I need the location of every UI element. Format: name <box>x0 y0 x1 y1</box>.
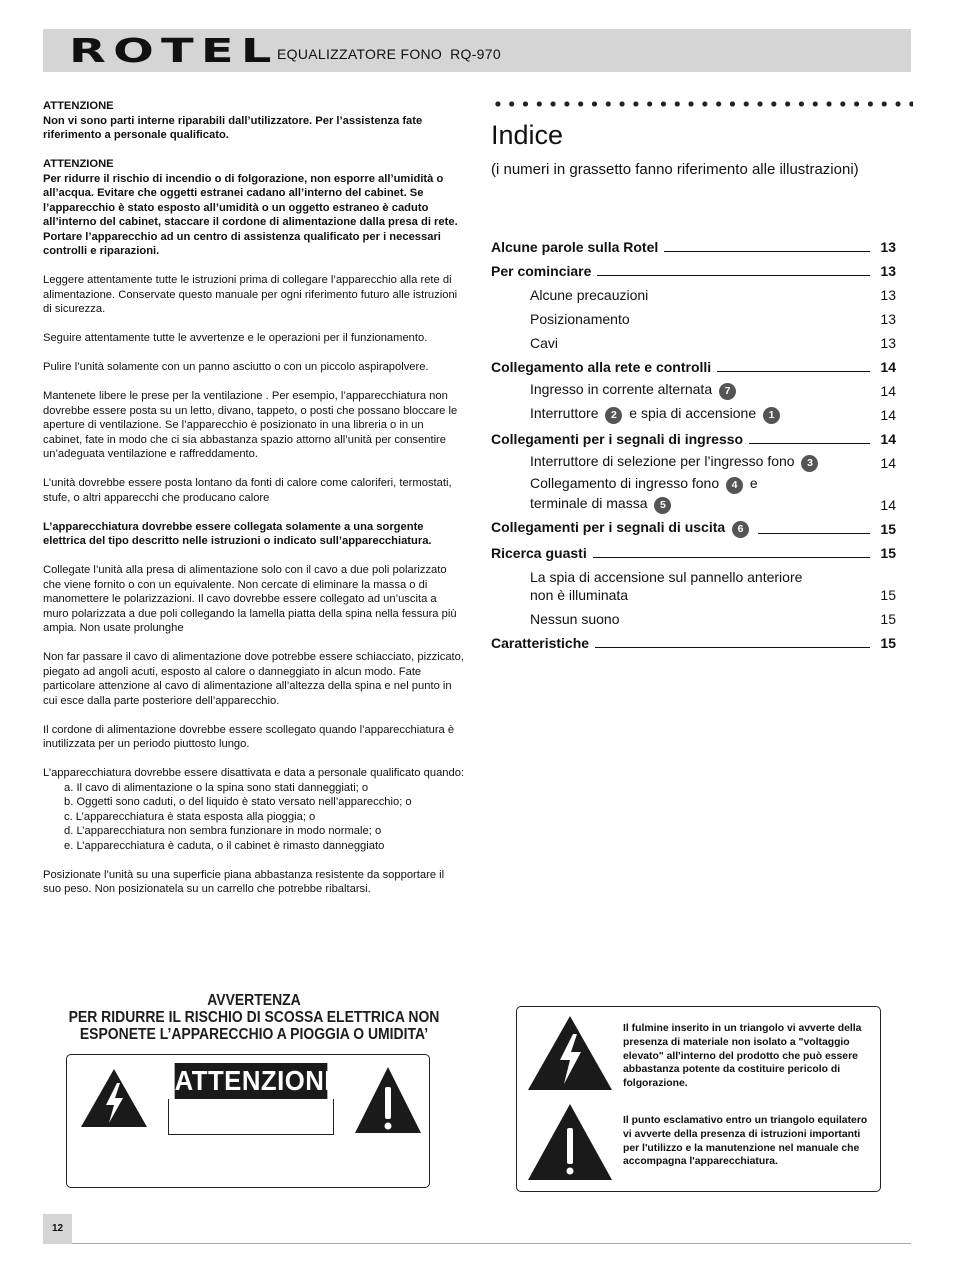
list-item: e. L’apparecchiatura è caduta, o il cabinet è rimasto danneggiato <box>64 839 385 852</box>
toc-page: 15 <box>880 521 896 537</box>
toc-entry[interactable] <box>491 448 896 472</box>
toc-entry-label: Ingresso in corrente alternata 7 <box>530 380 739 400</box>
toc-entry[interactable] <box>491 328 896 352</box>
exclamation-triangle-icon <box>526 1102 614 1182</box>
paragraph-follow-warnings: Seguire attentamente tutte le avvertenze e le operazioni per il funzionamento. <box>43 332 428 344</box>
toc-entry-label: Collegamenti per i segnali di ingresso <box>491 431 744 447</box>
toc-page: 14 <box>880 407 896 423</box>
rotel-logo: ROTEL <box>69 31 279 70</box>
toc-entry[interactable] <box>491 232 896 256</box>
list-item: d. L’apparecchiatura non sembra funzionare in modo normale; o <box>64 825 382 837</box>
toc-entry-label: Alcune precauzioni <box>530 287 649 303</box>
toc-entry[interactable] <box>491 256 896 280</box>
toc-entry-label: Collegamenti per i segnali di uscita 6 <box>491 518 752 538</box>
toc-entry[interactable] <box>491 304 896 328</box>
warning-title: AVVERTENZA <box>207 992 301 1009</box>
paragraph-cable-routing: Non far passare il cavo di alimentazione dove potrebbe essere schiacciato, pizzicato, piegato ad angoli acuti, esposto al calore o danneggiato in alcun modo. Fate particolare attenzione al cavo di alimentazione all’altezza della spina e nel punto in cui esce dalla parte posteriore dell’apparecchio. <box>43 651 465 707</box>
toc-page: 13 <box>880 287 896 303</box>
paragraph-polarized-cable: Collegate l’unità alla presa di alimentazione solo con il cavo a due poli polarizzato che viene fornito o con un equivalente. Non cercate di eliminare la massa o di manomettere le polarizzazioni. Il cavo dovrebbe essere collegato ad un’uscita a muro polarizzata a due poli collegando la lamella piatta della spina nella fessura più ampia. Non usate prolunghe <box>43 564 457 634</box>
paragraph-read-instructions: Leggere attentamente tutte le istruzioni prima di collegare l’apparecchio alla rete di alimentazione. Conservate questo manuale per ogni riferimento futuro alle istruzioni di sicurezza. <box>43 274 458 315</box>
caution-title-2: ATTENZIONE <box>43 158 114 170</box>
toc-entry-label: Collegamento alla rete e controlli <box>491 359 712 375</box>
figure-badge: 7 <box>719 383 736 400</box>
paragraph-ventilation: Mantenete libere le prese per la ventilazione . Per esempio, l’apparecchiatura non dovrebbe essere posta su un letto, divano, tappeto, o posti che possano bloccare le aperture di ventilazione. Se l’apparecchio è posizionato in una libreria o in un cabinet, fate in modo che ci sia abbastanza spazio attorno all’unità per consentire un’adeguata ventilazione e raffreddamento. <box>43 390 458 460</box>
toc-page: 14 <box>880 359 896 375</box>
figure-badge: 5 <box>654 497 671 514</box>
paragraph-placement: Posizionate l’unità su una superficie piana abbastanza resistente da sopportare il suo peso. Non posizionatela su un carrello che potrebbe ribaltarsi. <box>43 868 445 895</box>
toc-entry[interactable] <box>491 472 896 514</box>
toc-entry-label: Ricerca guasti <box>491 545 587 561</box>
toc-page: 13 <box>880 335 896 351</box>
toc-entry[interactable] <box>491 562 896 604</box>
toc-entry-label: Interruttore di selezione per l’ingresso fono 3 <box>530 452 821 472</box>
toc-page: 13 <box>880 311 896 327</box>
dotted-divider <box>491 100 913 108</box>
toc-entry-label: Alcune parole sulla Rotel <box>491 239 659 255</box>
toc-entry[interactable] <box>491 376 896 400</box>
figure-badge: 3 <box>801 455 818 472</box>
caution-text-2: Per ridurre il rischio di incendio o di folgorazione, non esporre all’umidità o all’acqua. Evitare che oggetti estranei cadano all’interno del cabinet. Se l’apparecchio è stato esposto all’umidità o un oggetto estraneo è caduto all’interno del cabinet, staccare il cordone di alimentazione dalla presa di rete. Portare l’apparecchio ad un centro di assistenza qualificato per i necessari controlli e riparazioni. <box>43 172 458 257</box>
toc-entry[interactable] <box>491 400 896 424</box>
header-title <box>277 46 501 62</box>
toc-page: 14 <box>880 497 896 513</box>
symbols-explanation-box <box>516 1006 881 1192</box>
toc-entry-label: La spia di accensione sul pannello anteriore non è illuminata <box>530 569 803 603</box>
toc-page: 13 <box>880 263 896 279</box>
service-list <box>43 781 465 854</box>
warning-line: ESPONETE L’APPARECCHIO A PIOGGIA O UMIDITA’ <box>79 1026 429 1043</box>
toc-page: 15 <box>880 611 896 627</box>
toc-entry-label: Posizionamento <box>530 311 630 327</box>
toc-page: 14 <box>880 383 896 399</box>
list-item: a. Il cavo di alimentazione o la spina sono stati danneggiati; o <box>64 781 369 794</box>
paragraph-cleaning: Pulire l’unità solamente con un panno asciutto o con un piccolo aspirapolvere. <box>43 361 429 373</box>
lightning-triangle-icon <box>526 1014 614 1092</box>
caution-text-1: Non vi sono parti interne riparabili dall’utilizzatore. Per l’assistenza fate riferimento a personale qualificato. <box>43 114 423 141</box>
caution-block-2 <box>43 157 465 259</box>
toc-page: 14 <box>880 431 896 447</box>
warning-line: PER RIDURRE IL RISCHIO DI SCOSSA ELETTRICA NON <box>68 1009 440 1026</box>
toc-page: 13 <box>880 239 896 255</box>
exclamation-warning-icon <box>353 1065 423 1135</box>
toc-subtitle: (i numeri in grassetto fanno riferimento alle illustrazioni) <box>491 161 859 178</box>
caution-label-box <box>66 1054 430 1188</box>
product-name: EQUALIZZATORE FONO <box>277 46 443 62</box>
toc-entry[interactable] <box>491 628 896 652</box>
paragraph-power-source: L’apparecchiatura dovrebbe essere collegata solamente a una sorgente elettrica del tipo descritto nelle istruzioni o indicato sull’apparecchiatura. <box>43 520 432 547</box>
caution-block-1 <box>43 99 465 143</box>
paragraph-unplug: Il cordone di alimentazione dovrebbe essere scollegato quando l’apparecchiatura è inutilizzata per un periodo piuttosto lungo. <box>43 723 455 750</box>
toc-page: 15 <box>880 545 896 561</box>
footer-rule <box>72 1243 911 1244</box>
toc-entry-label: Collegamento di ingresso fono 4 e terminale di massa 5 <box>530 474 758 514</box>
figure-badge: 2 <box>605 407 622 424</box>
toc-title: Indice <box>491 120 564 150</box>
attention-label-blank <box>168 1099 334 1135</box>
toc-entry[interactable] <box>491 514 896 538</box>
safety-instructions <box>43 99 465 911</box>
figure-badge: 4 <box>726 477 743 494</box>
warning-heading <box>64 992 444 1043</box>
toc-entry[interactable] <box>491 604 896 628</box>
toc-page: 15 <box>880 635 896 651</box>
toc-entry-label: Per cominciare <box>491 263 592 279</box>
model-number: RQ-970 <box>450 46 501 62</box>
toc-entry-label: Nessun suono <box>530 611 620 627</box>
paragraph-service: L’apparecchiatura dovrebbe essere disattivata e data a personale qualificato quando: <box>43 767 465 779</box>
list-item: b. Oggetti sono caduti, o del liquido è stato versato nell’apparecchio; o <box>64 796 412 808</box>
toc-entry[interactable] <box>491 280 896 304</box>
figure-badge: 6 <box>732 521 749 538</box>
toc-entry-label: Interruttore 2 e spia di accensione 1 <box>530 404 783 424</box>
toc-entry[interactable] <box>491 352 896 376</box>
lightning-explanation: Il fulmine inserito in un triangolo vi avverte della presenza di materiale non isolato a "voltaggio elevato" all'interno del prodotto che può essere abbastanza potente da costituire pericolo di folgorazione. <box>623 1023 862 1090</box>
toc-entry[interactable] <box>491 424 896 448</box>
table-of-contents <box>491 232 896 652</box>
page-number: 12 <box>43 1214 72 1244</box>
list-item: c. L’apparecchiatura è stata esposta alla pioggia; o <box>64 810 316 823</box>
caution-title-1: ATTENZIONE <box>43 100 114 112</box>
exclamation-explanation: Il punto esclamativo entro un triangolo equilatero vi avverte della presenza di istruzioni importanti per l'utilizzo e la manutenzione nel manuale che accompagna l'apparecchiatura. <box>623 1115 868 1168</box>
toc-page: 15 <box>880 587 896 603</box>
attention-label: ATTENZIONE <box>175 1063 328 1099</box>
figure-badge: 1 <box>763 407 780 424</box>
paragraph-heat: L’unità dovrebbe essere posta lontano da fonti di calore come caloriferi, termostati, stufe, o altri apparecchi che producano calore <box>43 477 452 504</box>
toc-page: 14 <box>880 455 896 471</box>
header-bar <box>43 29 911 72</box>
toc-entry-label: Caratteristiche <box>491 635 590 651</box>
toc-entry-label: Cavi <box>530 335 559 351</box>
toc-entry[interactable] <box>491 538 896 562</box>
lightning-warning-icon <box>79 1067 149 1129</box>
